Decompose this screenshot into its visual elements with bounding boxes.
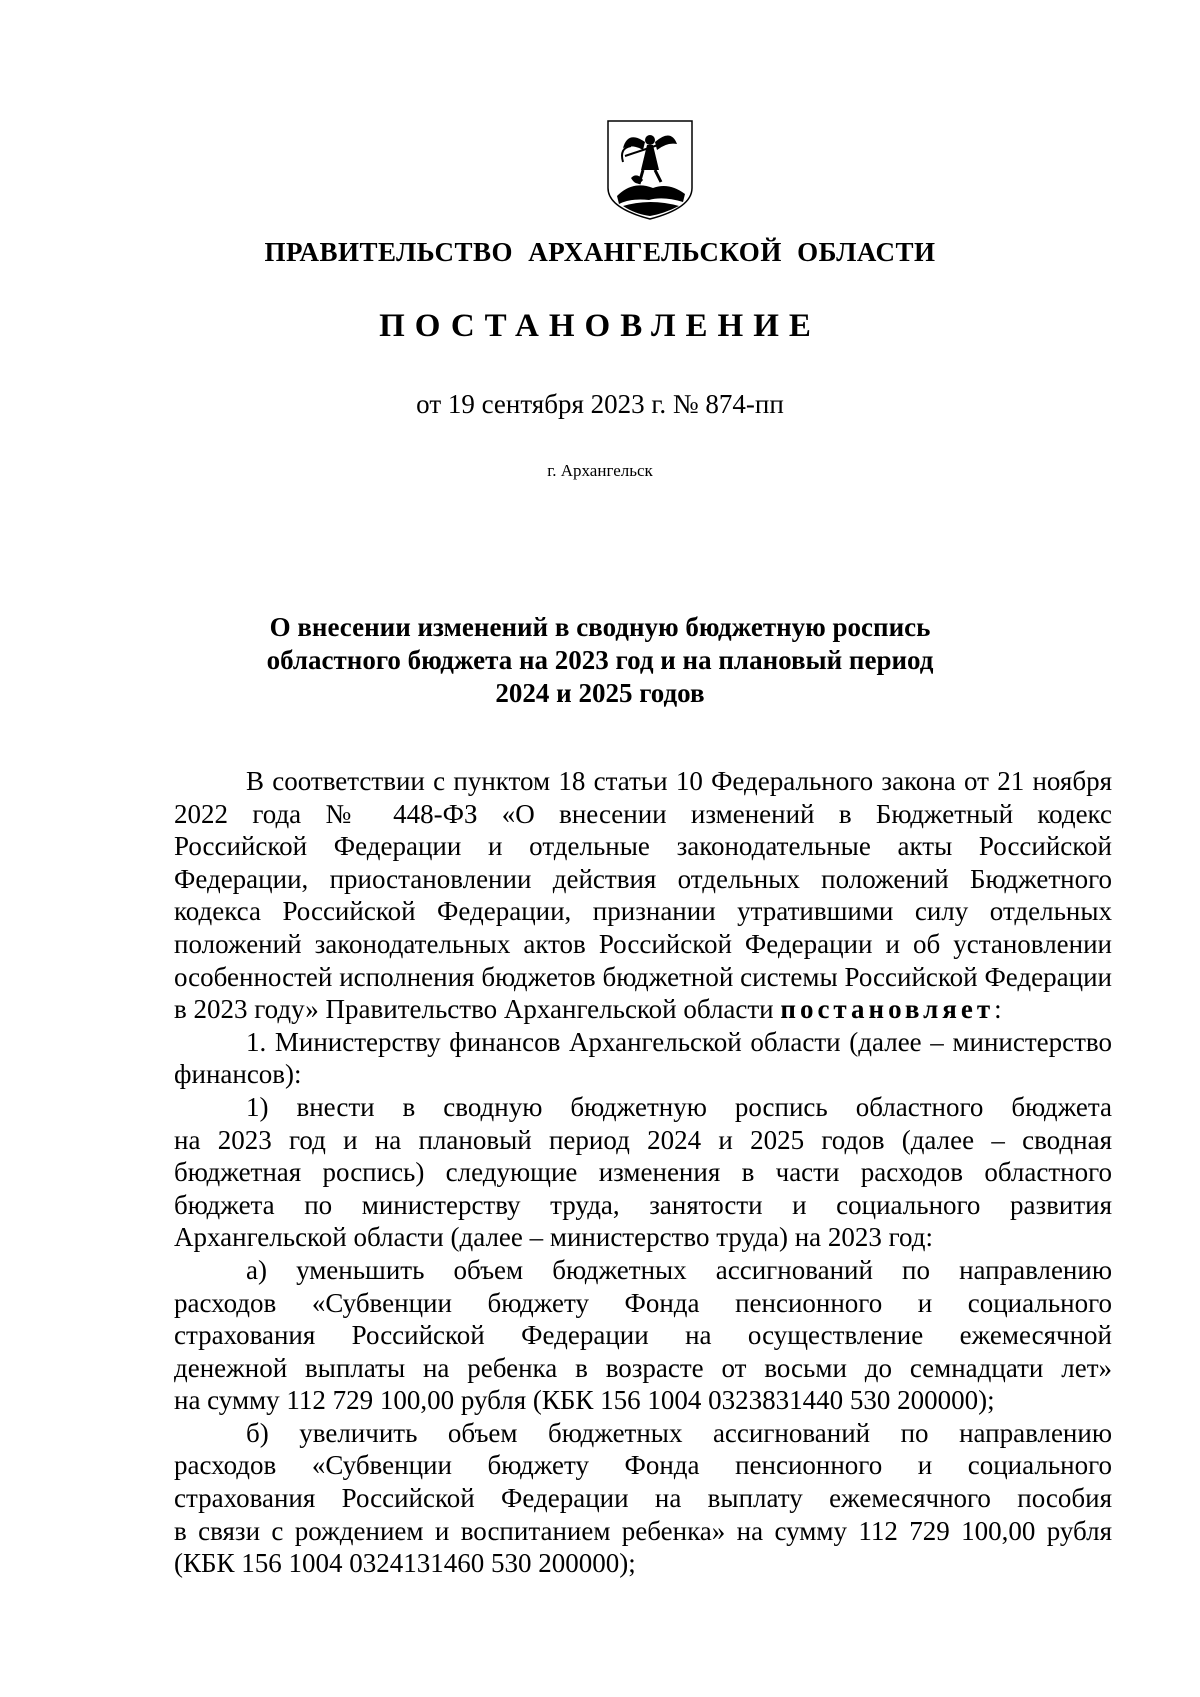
body-line: Архангельской области (далее – министерство труда) на 2023 год: [174, 1222, 934, 1253]
body-line: Российской Федерации и отдельные законодательные акты Российской [174, 831, 1112, 862]
document-body [174, 765, 1112, 1580]
body-text: в 2023 году» Правительство Архангельской области [174, 994, 781, 1025]
body-line: 2022 года № 448-ФЗ «О внесении изменений в Бюджетный кодекс [174, 798, 1112, 829]
title-line: О внесении изменений в сводную бюджетную роспись [269, 612, 931, 642]
body-line: 1. Министерству финансов Архангельской области (далее – министерство [246, 1026, 1112, 1057]
body-line: страхования Российской Федерации на осуществление ежемесячной [174, 1320, 1112, 1351]
body-line: в связи с рождением и воспитанием ребенка» на сумму 112 729 100,00 рубля [174, 1515, 1112, 1546]
body-line: В соответствии с пунктом 18 статьи 10 Федерального закона от 21 ноября [246, 766, 1112, 796]
body-line: кодекса Российской Федерации, признании утратившими силу отдельных [174, 896, 1112, 927]
body-line: денежной выплаты на ребенка в возрасте от восьми до семнадцати лет» [174, 1352, 1112, 1383]
title-line: областного бюджета на 2023 год и на плановый период [266, 645, 934, 675]
document-title [0, 611, 1200, 710]
body-text: : [994, 994, 1002, 1025]
document-date-number: от 19 сентября 2023 г. № 874-пп [416, 389, 784, 419]
document-type: ПОСТАНОВЛЕНИЕ [379, 308, 821, 344]
resolves-keyword: постановляет [780, 994, 995, 1025]
body-line: финансов): [174, 1059, 302, 1090]
body-line: б) увеличить объем бюджетных ассигнований по направлению [246, 1417, 1112, 1448]
body-line: расходов «Субвенции бюджету Фонда пенсионного и социального [174, 1287, 1112, 1318]
title-line: 2024 и 2025 годов [495, 678, 705, 708]
body-line: (КБК 156 1004 0324131460 530 200000); [174, 1548, 636, 1579]
document-city: г. Архангельск [547, 461, 653, 480]
body-line: бюджета по министерству труда, занятости и социального развития [174, 1189, 1112, 1220]
body-line: страхования Российской Федерации на выплату ежемесячного пособия [174, 1483, 1112, 1514]
body-line: на 2023 год и на плановый период 2024 и 2025 годов (далее – сводная [174, 1124, 1112, 1155]
body-line: особенностей исполнения бюджетов бюджетной системы Российской Федерации [174, 961, 1112, 992]
body-line [174, 993, 1112, 1026]
issuing-authority: ПРАВИТЕЛЬСТВО АРХАНГЕЛЬСКОЙ ОБЛАСТИ [264, 237, 936, 267]
coat-of-arms-emblem [603, 118, 697, 222]
body-line: 1) внести в сводную бюджетную роспись областного бюджета [246, 1091, 1112, 1122]
body-line: Федерации, приостановлении действия отдельных положений Бюджетного [174, 863, 1112, 894]
body-line: расходов «Субвенции бюджету Фонда пенсионного и социального [174, 1450, 1112, 1481]
body-line: бюджетная роспись) следующие изменения в части расходов областного [174, 1157, 1112, 1188]
body-line: положений законодательных актов Российской Федерации и об установлении [174, 928, 1112, 959]
body-line: на сумму 112 729 100,00 рубля (КБК 156 1004 0323831440 530 200000); [174, 1385, 995, 1416]
body-line: а) уменьшить объем бюджетных ассигнований по направлению [246, 1254, 1112, 1285]
